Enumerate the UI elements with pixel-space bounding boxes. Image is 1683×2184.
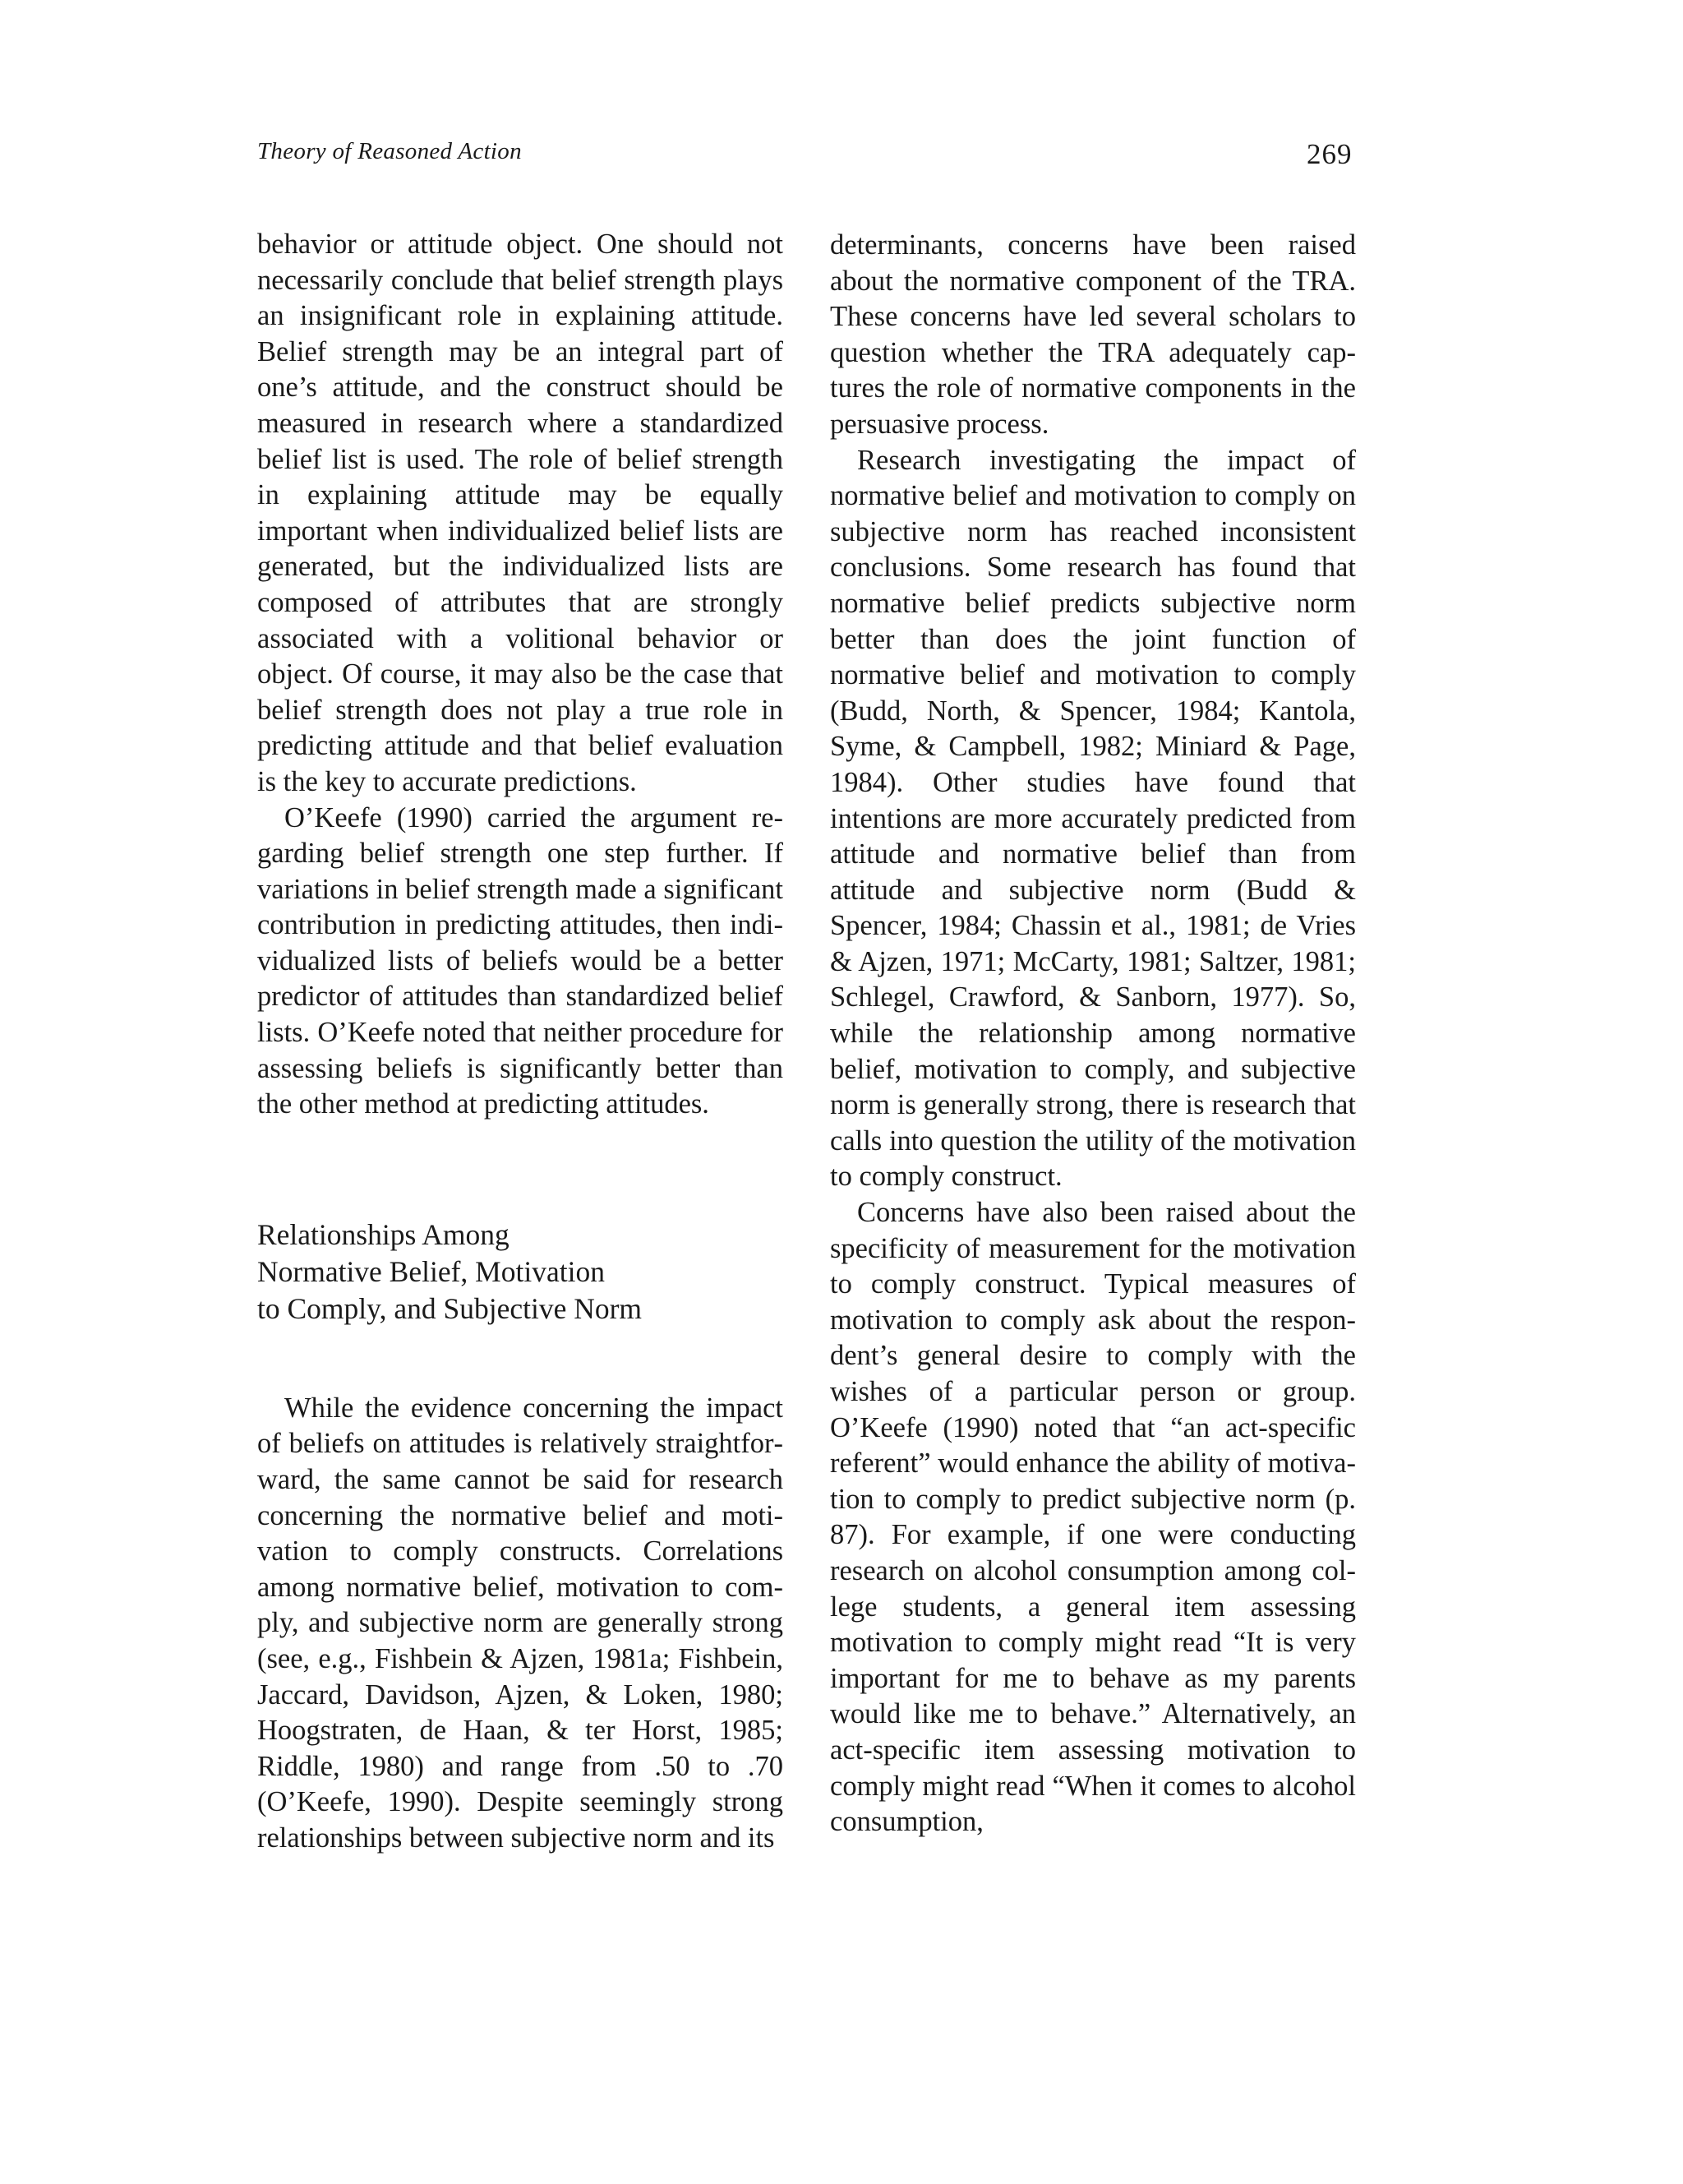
right-paragraph-3: Concerns have also been raised about the specificity of measurement for the motivation to comply construct. Typical measures of motivation to comply ask about the respondent’s general desire to comply with the wishes of a particular person or group. O’Keefe (1990) noted that “an act-specific referent” would enhance the ability of motivation to comply to predict subjective norm (p. 87). For example, if one were conducting research on alcohol consumption among college students, a general item assessing motivation to comply might read “It is very important for me to behave as my parents would like me to behave.” Alternatively, an act-specific item assessing motivation to comply might read “When it comes to alcohol consumption,	[830, 1197, 1356, 1838]
section-heading-line-3: to Comply, and Subjective Norm	[257, 1291, 643, 1325]
section-heading-line-1: Relationships Among	[257, 1217, 510, 1251]
right-paragraph-2: Research investigating the impact of normative belief and motivation to comply on subjective norm has reached inconsistent conclusions. Some research has found that normative belief predicts subjective norm better than does the joint function of normative belief and motivation to comply (Budd, North, & Spencer, 1984; Kantola, Syme, & Campbell, 1982; Miniard & Page, 1984). Other studies have found that intentions are more accurately predicted from attitude and normative belief than from attitude and subjective norm (Budd & Spencer, 1984; Chassin et al., 1981; de Vries & Ajzen, 1971; McCarty, 1981; Saltzer, 1981; Schlegel, Crawford, & Sanborn, 1977). So, while the relationship among normative belief, motivation to comply, and subjective norm is generally strong, there is research that calls into question the utility of the motivation to comply construct.	[830, 444, 1356, 1193]
running-head-title: Theory of Reasoned Action	[257, 138, 522, 164]
left-paragraph-2: O’Keefe (1990) carried the argument regarding belief strength one step further. If variations in belief strength made a significant contribution in predicting attitudes, then individualized lists of beliefs would be a better predictor of attitudes than standardized belief lists. O’Keefe noted that neither procedure for assessing beliefs is significantly better than the other method at predicting attitudes.	[257, 801, 783, 1120]
page-number: 269	[1307, 138, 1353, 170]
right-column	[830, 228, 1356, 1840]
left-paragraph-1: behavior or attitude object. One should not necessarily conclude that belief strength plays an insignificant role in explaining attitude. Belief strength may be an integral part of one’s attitude, and the construct should be measured in research where a standardized belief list is used. The role of belief strength in explaining attitude may be equally important when individualized belief lists are generated, but the individualized lists are composed of attributes that are strongly associated with a volitional behavior or object. Of course, it may also be the case that belief strength does not play a true role in predicting attitude and that belief evaluation is the key to accurate predictions.	[257, 229, 783, 797]
section-heading	[257, 1217, 717, 1327]
left-paragraph-3: While the evidence concerning the impact of beliefs on attitudes is relatively straightforward, the same cannot be said for research concerning the normative belief and motivation to comply constructs. Correlations among normative belief, motivation to comply, and subjective norm are generally strong (see, e.g., Fishbein & Ajzen, 1981a; Fishbein, Jaccard, Davidson, Ajzen, & Loken, 1980; Hoogstraten, de Haan, & ter Horst, 1985; Riddle, 1980) and range from .50 to .70 (O’Keefe, 1990). Despite seemingly strong relationships between subjective norm and its	[257, 1392, 783, 1854]
left-column	[257, 227, 783, 1857]
right-paragraph-1: determinants, concerns have been raised about the normative component of the TRA. These concerns have led several scholars to question whether the TRA adequately captures the role of normative components in the persuasive process.	[830, 229, 1356, 440]
section-heading-line-2: Normative Belief, Motivation	[257, 1254, 605, 1288]
